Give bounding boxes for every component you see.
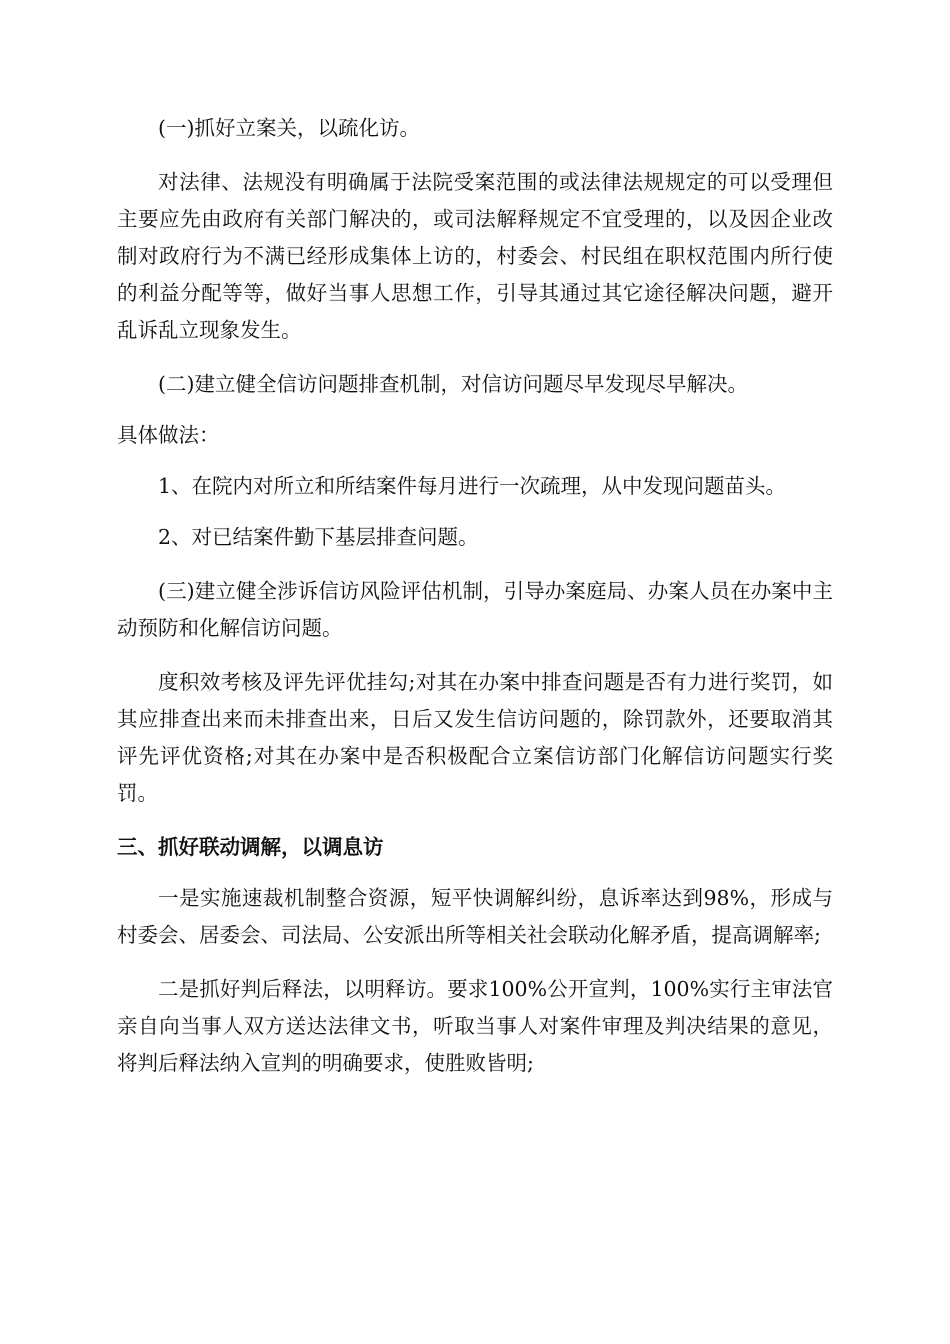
paragraph-item-1: 1、在院内对所立和所结案件每月进行一次疏理，从中发现问题苗头。 (158, 474, 787, 498)
paragraph-section-3: (三)建立健全涉诉信访风险评估机制，引导办案庭局、办案人员在办案中主动预防和化解信访问题。 (117, 579, 833, 640)
paragraph-assessment: 度积效考核及评先评优挂勾;对其在办案中排查问题是否有力进行奖罚，如其应排查出来而未排查出来，日后又发生信访问题的，除罚款外，还要取消其评先评优资格;对其在办案中是否积极配合立案信访部门化解信访问题实行奖罚。 (117, 670, 833, 805)
paragraph-section-2: (二)建立健全信访问题排查机制，对信访问题尽早发现尽早解决。 (158, 372, 748, 396)
paragraph-case-scope: 对法律、法规没有明确属于法院受案范围的或法律法规规定的可以受理但主要应先由政府有关部门解决的，或司法解释规定不宜受理的，以及因企业改制对政府行为不满已经形成集体上访的，村委会、村民组在职权范围内所行使的利益分配等等，做好当事人思想工作，引导其通过其它途径解决问题，避开乱诉乱立现象发生。 (117, 170, 833, 342)
paragraph-mediation-1: 一是实施速裁机制整合资源，短平快调解纠纷，息诉率达到98%，形成与村委会、居委会、司法局、公安派出所等相关社会联动化解矛盾，提高调解率; (117, 886, 833, 947)
paragraph-method-label: 具体做法： (117, 423, 220, 447)
paragraph-mediation-2: 二是抓好判后释法，以明释访。要求100%公开宣判，100%实行主审法官亲自向当事人双方送达法律文书，听取当事人对案件审理及判决结果的意见，将判后释法纳入宣判的明确要求，使胜败皆明; (117, 977, 833, 1075)
paragraph-section-1: (一)抓好立案关，以疏化访。 (158, 116, 420, 140)
section-heading-3: 三、抓好联动调解，以调息访 (117, 835, 384, 859)
paragraph-item-2: 2、对已结案件勤下基层排查问题。 (158, 525, 479, 549)
document-page (117, 110, 833, 1082)
